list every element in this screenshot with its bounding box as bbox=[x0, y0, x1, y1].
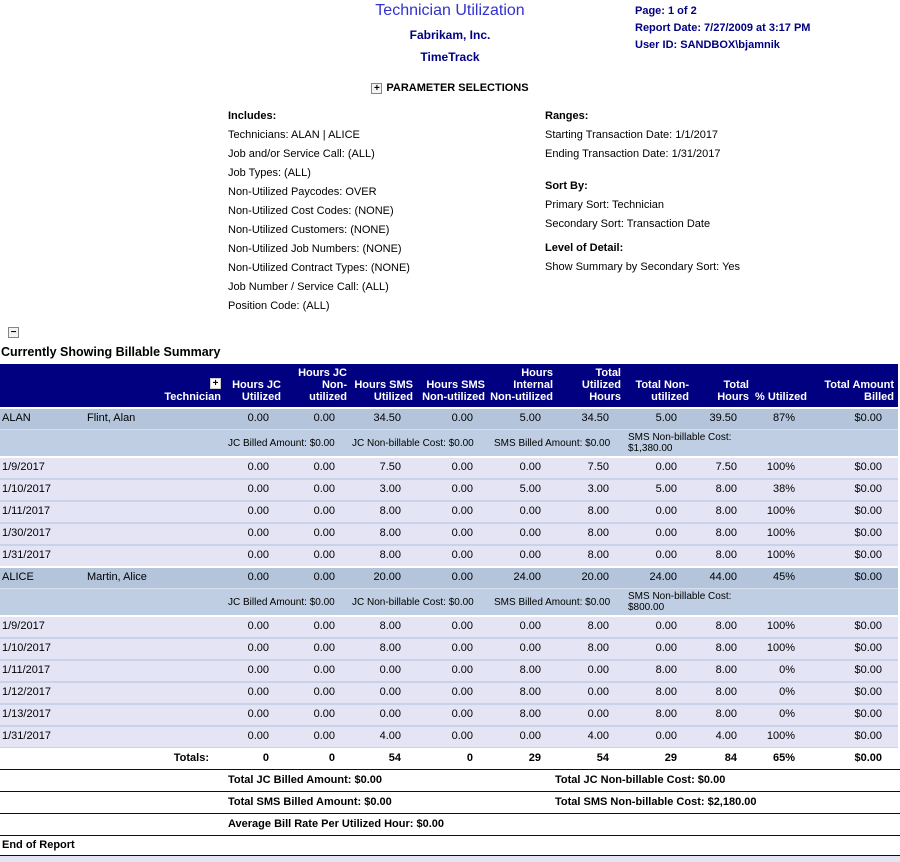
value-cell: 0.00 bbox=[519, 642, 541, 655]
value-cell: 4.00 bbox=[587, 730, 609, 743]
value-cell: 0.00 bbox=[451, 708, 473, 721]
column-header: Total Utilized Hours bbox=[557, 364, 625, 408]
value-cell: $0.00 bbox=[854, 505, 882, 518]
value-cell: 0.00 bbox=[313, 686, 335, 699]
column-header: Hours SMS Utilized bbox=[351, 364, 417, 408]
value-cell: 0.00 bbox=[313, 620, 335, 633]
value-cell: 0.00 bbox=[379, 686, 401, 699]
value-cell: 5.00 bbox=[655, 412, 677, 425]
value-cell: 0.00 bbox=[313, 527, 335, 540]
value-cell: 0.00 bbox=[655, 642, 677, 655]
value-cell: 100% bbox=[766, 527, 795, 540]
value-cell: 8.00 bbox=[715, 642, 737, 655]
expand-technician-icon[interactable]: + bbox=[210, 378, 221, 389]
technician-column-label: Technician bbox=[164, 391, 221, 404]
value-cell: 0.00 bbox=[247, 461, 269, 474]
value-cell: 8.00 bbox=[519, 686, 541, 699]
value-cell: 0.00 bbox=[587, 664, 609, 677]
include-item: Non-Utilized Paycodes: OVER bbox=[228, 186, 377, 199]
value-cell: 0.00 bbox=[379, 664, 401, 677]
empty-cell bbox=[0, 748, 85, 770]
company-name: Fabrikam, Inc. bbox=[409, 28, 491, 42]
value-cell: 5.00 bbox=[519, 483, 541, 496]
value-cell: 0.00 bbox=[451, 620, 473, 633]
technician-row bbox=[0, 408, 898, 430]
transaction-date: 1/13/2017 bbox=[2, 708, 51, 721]
value-cell: 0.00 bbox=[655, 505, 677, 518]
value-cell: 100% bbox=[766, 730, 795, 743]
technician-name: Flint, Alan bbox=[87, 412, 136, 425]
value-cell: 0.00 bbox=[451, 412, 473, 425]
report-meta bbox=[635, 3, 810, 54]
value-cell: $0.00 bbox=[854, 642, 882, 655]
value-cell: 0.00 bbox=[519, 549, 541, 562]
value-cell: 38% bbox=[772, 483, 795, 496]
include-item: Non-Utilized Contract Types: (NONE) bbox=[228, 262, 410, 275]
column-header: Hours SMS Non-utilized bbox=[417, 364, 489, 408]
empty-cell bbox=[85, 457, 225, 479]
value-cell: 0% bbox=[779, 686, 795, 699]
empty-cell bbox=[85, 638, 225, 660]
value-cell: 8.00 bbox=[715, 483, 737, 496]
value-cell: 8.00 bbox=[655, 708, 677, 721]
include-item: Non-Utilized Customers: (NONE) bbox=[228, 224, 390, 237]
transaction-date: 1/11/2017 bbox=[2, 664, 51, 677]
subtotal-cell bbox=[0, 589, 898, 617]
value-cell: $0.00 bbox=[854, 527, 882, 540]
empty-cell bbox=[85, 726, 225, 748]
value-cell: 0.00 bbox=[313, 664, 335, 677]
empty-cell bbox=[85, 704, 225, 726]
value-cell: 39.50 bbox=[709, 412, 737, 425]
value-cell: 100% bbox=[766, 505, 795, 518]
value-cell: 8.00 bbox=[715, 527, 737, 540]
value-cell: 0.00 bbox=[451, 571, 473, 584]
value-cell: $0.00 bbox=[854, 571, 882, 584]
subtotal-amount: SMS Non-billable Cost: $1,380.00 bbox=[628, 432, 732, 455]
summary-collapse-toggle[interactable] bbox=[8, 326, 900, 338]
value-cell: 84 bbox=[724, 752, 737, 765]
date-row bbox=[0, 660, 898, 682]
value-cell: 0.00 bbox=[247, 483, 269, 496]
value-cell: 100% bbox=[766, 461, 795, 474]
value-cell: 4.00 bbox=[379, 730, 401, 743]
empty-cell bbox=[85, 616, 225, 638]
value-cell: 44.00 bbox=[709, 571, 737, 584]
transaction-date: 1/10/2017 bbox=[2, 483, 51, 496]
value-cell: 8.00 bbox=[715, 664, 737, 677]
value-cell: 3.00 bbox=[379, 483, 401, 496]
value-cell: $0.00 bbox=[854, 461, 882, 474]
date-row bbox=[0, 457, 898, 479]
value-cell: 8.00 bbox=[379, 549, 401, 562]
value-cell: 0.00 bbox=[451, 483, 473, 496]
technician-name: Martin, Alice bbox=[87, 571, 147, 584]
value-cell: 8.00 bbox=[379, 527, 401, 540]
table-footer bbox=[0, 769, 900, 835]
include-item: Non-Utilized Cost Codes: (NONE) bbox=[228, 205, 394, 218]
subtotal-row bbox=[0, 430, 898, 458]
sort-item: Secondary Sort: Transaction Date bbox=[545, 218, 711, 231]
value-cell: 0.00 bbox=[451, 505, 473, 518]
collapse-icon[interactable]: − bbox=[8, 327, 19, 338]
bottom-strip bbox=[0, 856, 900, 862]
ranges-list bbox=[545, 126, 900, 164]
value-cell: 0.00 bbox=[451, 686, 473, 699]
date-row bbox=[0, 479, 898, 501]
value-cell: 0.00 bbox=[313, 571, 335, 584]
column-header: % Utilized bbox=[753, 364, 811, 408]
subtotal-wrap bbox=[0, 430, 898, 456]
totals-label: Totals: bbox=[173, 752, 209, 765]
empty-cell bbox=[85, 479, 225, 501]
value-cell: 0.00 bbox=[451, 730, 473, 743]
value-cell: 0.00 bbox=[313, 505, 335, 518]
transaction-date: 1/9/2017 bbox=[2, 461, 45, 474]
include-item: Job Types: (ALL) bbox=[228, 167, 311, 180]
technician-column-header bbox=[0, 364, 225, 408]
value-cell: 0.00 bbox=[247, 664, 269, 677]
value-cell: $0.00 bbox=[854, 549, 882, 562]
value-cell: $0.00 bbox=[854, 686, 882, 699]
column-header: Total Hours bbox=[693, 364, 753, 408]
page-number: Page: 1 of 2 bbox=[635, 5, 697, 17]
value-cell: 0.00 bbox=[313, 549, 335, 562]
value-cell: 8.00 bbox=[715, 549, 737, 562]
empty-cell bbox=[85, 682, 225, 704]
column-header: Total Amount Billed bbox=[811, 364, 898, 408]
summary-heading: Currently Showing Billable Summary bbox=[1, 345, 221, 360]
value-cell: 0.00 bbox=[519, 505, 541, 518]
include-item: Job Number / Service Call: (ALL) bbox=[228, 281, 389, 294]
value-cell: 0.00 bbox=[247, 642, 269, 655]
value-cell: 0% bbox=[779, 708, 795, 721]
value-cell: 0.00 bbox=[451, 461, 473, 474]
ranges-heading: Ranges: bbox=[545, 110, 589, 123]
value-cell: $0.00 bbox=[854, 620, 882, 633]
parameter-selections-label: PARAMETER SELECTIONS bbox=[386, 82, 529, 95]
footer-row bbox=[0, 769, 900, 791]
date-row bbox=[0, 545, 898, 567]
date-row bbox=[0, 523, 898, 545]
technician-row bbox=[0, 567, 898, 589]
include-item: Technicians: ALAN | ALICE bbox=[228, 129, 360, 142]
product-name: TimeTrack bbox=[420, 50, 480, 64]
transaction-date: 1/10/2017 bbox=[2, 642, 51, 655]
date-row bbox=[0, 501, 898, 523]
value-cell: $0.00 bbox=[854, 664, 882, 677]
sort-by-heading: Sort By: bbox=[545, 180, 588, 193]
value-cell: 100% bbox=[766, 642, 795, 655]
value-cell: 0.00 bbox=[655, 461, 677, 474]
value-cell: 20.00 bbox=[581, 571, 609, 584]
range-item: Ending Transaction Date: 1/31/2017 bbox=[545, 148, 721, 161]
report-header bbox=[0, 0, 900, 68]
date-row bbox=[0, 704, 898, 726]
column-header: Hours JC Utilized bbox=[225, 364, 285, 408]
transaction-date: 1/31/2017 bbox=[2, 549, 51, 562]
subtotal-amount: SMS Billed Amount: $0.00 bbox=[494, 596, 611, 608]
totals-row bbox=[0, 748, 898, 770]
subtotal-cell bbox=[0, 430, 898, 458]
transaction-date: 1/12/2017 bbox=[2, 686, 51, 699]
transaction-date: 1/11/2017 bbox=[2, 505, 51, 518]
value-cell: 0.00 bbox=[519, 730, 541, 743]
includes-list bbox=[228, 126, 545, 316]
value-cell: 0.00 bbox=[655, 549, 677, 562]
value-cell: 0.00 bbox=[451, 664, 473, 677]
value-cell: 8.00 bbox=[715, 686, 737, 699]
value-cell: 34.50 bbox=[373, 412, 401, 425]
value-cell: 8.00 bbox=[379, 505, 401, 518]
value-cell: 0.00 bbox=[451, 527, 473, 540]
value-cell: 8.00 bbox=[519, 708, 541, 721]
value-cell: 0.00 bbox=[313, 461, 335, 474]
value-cell: 24.00 bbox=[513, 571, 541, 584]
footer-row bbox=[0, 791, 900, 813]
include-item: Non-Utilized Job Numbers: (NONE) bbox=[228, 243, 402, 256]
value-cell: 20.00 bbox=[373, 571, 401, 584]
value-cell: 0.00 bbox=[451, 642, 473, 655]
transaction-date: 1/31/2017 bbox=[2, 730, 51, 743]
value-cell: 5.00 bbox=[519, 412, 541, 425]
value-cell: $0.00 bbox=[854, 752, 882, 765]
value-cell: 7.50 bbox=[379, 461, 401, 474]
utilization-table bbox=[0, 364, 898, 769]
includes-section bbox=[228, 107, 545, 316]
value-cell: 0% bbox=[779, 664, 795, 677]
value-cell: 0.00 bbox=[313, 730, 335, 743]
value-cell: 0.00 bbox=[247, 412, 269, 425]
footer-total-left: Average Bill Rate Per Utilized Hour: $0.00 bbox=[228, 818, 444, 831]
value-cell: 8.00 bbox=[379, 620, 401, 633]
value-cell: 0 bbox=[466, 752, 473, 765]
parameter-grid bbox=[228, 107, 900, 316]
value-cell: 0.00 bbox=[313, 642, 335, 655]
value-cell: 8.00 bbox=[587, 527, 609, 540]
value-cell: 0.00 bbox=[655, 730, 677, 743]
value-cell: 8.00 bbox=[715, 708, 737, 721]
value-cell: 8.00 bbox=[655, 686, 677, 699]
value-cell: 8.00 bbox=[715, 505, 737, 518]
value-cell: 24.00 bbox=[649, 571, 677, 584]
value-cell: 29 bbox=[528, 752, 541, 765]
column-header: Hours Internal Non-utilized bbox=[489, 364, 557, 408]
value-cell: 0.00 bbox=[313, 483, 335, 496]
value-cell: 8.00 bbox=[715, 620, 737, 633]
date-row bbox=[0, 638, 898, 660]
sort-item: Primary Sort: Technician bbox=[545, 199, 665, 212]
value-cell: 0.00 bbox=[587, 686, 609, 699]
value-cell: $0.00 bbox=[854, 412, 882, 425]
empty-cell bbox=[85, 523, 225, 545]
includes-heading: Includes: bbox=[228, 110, 277, 123]
value-cell: 0.00 bbox=[247, 549, 269, 562]
date-row bbox=[0, 682, 898, 704]
value-cell: 8.00 bbox=[587, 620, 609, 633]
value-cell: 0.00 bbox=[247, 620, 269, 633]
value-cell: 4.00 bbox=[715, 730, 737, 743]
report-title: Technician Utilization bbox=[375, 2, 525, 19]
include-item: Job and/or Service Call: (ALL) bbox=[228, 148, 375, 161]
value-cell: 7.50 bbox=[587, 461, 609, 474]
value-cell: 0.00 bbox=[247, 730, 269, 743]
user-id: User ID: SANDBOX\bjamnik bbox=[635, 39, 780, 51]
footer-row bbox=[0, 813, 900, 835]
value-cell: 0.00 bbox=[519, 527, 541, 540]
subtotal-wrap bbox=[0, 589, 898, 615]
value-cell: 8.00 bbox=[519, 664, 541, 677]
value-cell: 3.00 bbox=[587, 483, 609, 496]
subtotal-amount: JC Billed Amount: $0.00 bbox=[228, 596, 335, 608]
value-cell: 0.00 bbox=[247, 708, 269, 721]
value-cell: 0 bbox=[328, 752, 335, 765]
value-cell: 8.00 bbox=[587, 642, 609, 655]
value-cell: 7.50 bbox=[715, 461, 737, 474]
empty-cell bbox=[85, 545, 225, 567]
value-cell: 0.00 bbox=[313, 708, 335, 721]
value-cell: 100% bbox=[766, 620, 795, 633]
sortby-list bbox=[545, 196, 900, 234]
value-cell: 8.00 bbox=[587, 505, 609, 518]
value-cell: 87% bbox=[772, 412, 795, 425]
utilization-table-body bbox=[0, 408, 898, 769]
value-cell: 8.00 bbox=[587, 549, 609, 562]
value-cell: 34.50 bbox=[581, 412, 609, 425]
value-cell: 65% bbox=[772, 752, 795, 765]
value-cell: 0.00 bbox=[313, 412, 335, 425]
date-row bbox=[0, 726, 898, 748]
technician-id: ALICE bbox=[2, 571, 34, 584]
subtotal-row bbox=[0, 589, 898, 617]
value-cell: $0.00 bbox=[854, 730, 882, 743]
include-item: Position Code: (ALL) bbox=[228, 300, 330, 313]
value-cell: 8.00 bbox=[379, 642, 401, 655]
value-cell: 0.00 bbox=[655, 527, 677, 540]
report-date: Report Date: 7/27/2009 at 3:17 PM bbox=[635, 22, 811, 34]
value-cell: 0.00 bbox=[247, 527, 269, 540]
end-of-report-label: End of Report bbox=[0, 835, 900, 856]
ranges-section bbox=[545, 107, 900, 316]
detail-list bbox=[545, 258, 900, 277]
value-cell: 0.00 bbox=[587, 708, 609, 721]
value-cell: 0.00 bbox=[247, 686, 269, 699]
value-cell: $0.00 bbox=[854, 483, 882, 496]
transaction-date: 1/9/2017 bbox=[2, 620, 45, 633]
value-cell: 29 bbox=[664, 752, 677, 765]
subtotal-amount: JC Billed Amount: $0.00 bbox=[228, 437, 335, 449]
value-cell: 0 bbox=[262, 752, 269, 765]
footer-total-right: Total JC Non-billable Cost: $0.00 bbox=[555, 774, 726, 787]
footer-total-right: Total SMS Non-billable Cost: $2,180.00 bbox=[555, 796, 757, 809]
technician-id: ALAN bbox=[2, 412, 31, 425]
subtotal-amount: SMS Billed Amount: $0.00 bbox=[494, 437, 611, 449]
transaction-date: 1/30/2017 bbox=[2, 527, 51, 540]
detail-item: Show Summary by Secondary Sort: Yes bbox=[545, 261, 741, 274]
value-cell: 100% bbox=[766, 549, 795, 562]
value-cell: 0.00 bbox=[379, 708, 401, 721]
value-cell: 0.00 bbox=[247, 571, 269, 584]
value-cell: 0.00 bbox=[655, 620, 677, 633]
footer-total-left: Total JC Billed Amount: $0.00 bbox=[228, 774, 383, 787]
empty-cell bbox=[85, 660, 225, 682]
value-cell: 54 bbox=[388, 752, 401, 765]
column-header: Hours JC Non-utilized bbox=[285, 364, 351, 408]
table-header-row bbox=[0, 364, 898, 408]
value-cell: $0.00 bbox=[854, 708, 882, 721]
range-item: Starting Transaction Date: 1/1/2017 bbox=[545, 129, 719, 142]
value-cell: 0.00 bbox=[247, 505, 269, 518]
value-cell: 0.00 bbox=[519, 461, 541, 474]
subtotal-amount: JC Non-billable Cost: $0.00 bbox=[352, 437, 474, 449]
value-cell: 54 bbox=[596, 752, 609, 765]
footer-total-left: Total SMS Billed Amount: $0.00 bbox=[228, 796, 392, 809]
empty-cell bbox=[85, 501, 225, 523]
subtotal-amount: JC Non-billable Cost: $0.00 bbox=[352, 596, 474, 608]
value-cell: 5.00 bbox=[655, 483, 677, 496]
value-cell: 45% bbox=[772, 571, 795, 584]
column-header: Total Non-utilized bbox=[625, 364, 693, 408]
expand-icon[interactable]: + bbox=[371, 83, 382, 94]
value-cell: 0.00 bbox=[451, 549, 473, 562]
subtotal-amount: SMS Non-billable Cost: $800.00 bbox=[628, 591, 732, 614]
level-of-detail-heading: Level of Detail: bbox=[545, 242, 624, 255]
value-cell: 0.00 bbox=[519, 620, 541, 633]
date-row bbox=[0, 616, 898, 638]
value-cell: 8.00 bbox=[655, 664, 677, 677]
parameter-selections-toggle[interactable] bbox=[0, 82, 900, 94]
